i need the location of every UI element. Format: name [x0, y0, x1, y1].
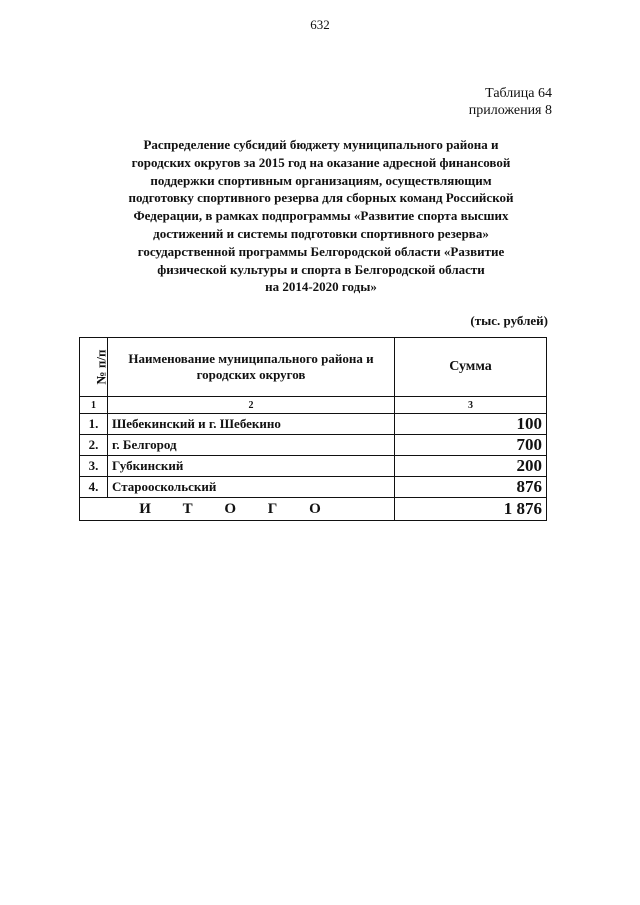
row-sum: 200 [395, 456, 547, 477]
table-row [80, 456, 547, 477]
column-index: 3 [395, 397, 547, 414]
header-name: Наименование муниципального района и городских округов [108, 338, 395, 397]
units-label: (тыс. рублей) [470, 313, 548, 328]
table-header-row [80, 338, 547, 397]
header-num-label: № п/п [93, 349, 109, 385]
row-sum: 100 [395, 414, 547, 435]
row-name: Старооскольский [108, 477, 395, 498]
row-number: 1. [80, 414, 108, 435]
table-reference-line2: приложения 8 [468, 103, 552, 118]
document-title [88, 136, 554, 296]
row-number: 2. [80, 435, 108, 456]
page-number: 632 [310, 17, 330, 32]
row-sum: 700 [395, 435, 547, 456]
title-line: подготовку спортивного резерва для сборных команд Российской [128, 190, 514, 206]
subsidy-table [79, 337, 547, 521]
row-sum: 876 [395, 477, 547, 498]
table-row [80, 477, 547, 498]
row-number: 4. [80, 477, 108, 498]
header-sum: Сумма [395, 338, 547, 397]
title-line: достижений и системы подготовки спортивного резерва» [153, 225, 489, 241]
title-line: Распределение субсидий бюджету муниципального района и [143, 137, 499, 152]
column-index: 2 [108, 397, 395, 414]
title-line: Федерации, в рамках подпрограммы «Развитие спорта высших [133, 208, 509, 224]
row-name: г. Белгород [108, 435, 395, 456]
total-sum: 1 876 [395, 498, 547, 521]
table-row [80, 414, 547, 435]
row-number: 3. [80, 456, 108, 477]
header-num [80, 338, 108, 397]
title-line: поддержки спортивным организациям, осуществляющим [150, 172, 492, 188]
title-line: на 2014-2020 годы» [265, 279, 377, 295]
title-line: физической культуры и спорта в Белгородской области [157, 261, 485, 277]
total-row [80, 498, 547, 521]
row-name: Губкинский [108, 456, 395, 477]
table-reference [469, 85, 552, 119]
total-label: И Т О Г О [80, 498, 395, 521]
row-name: Шебекинский и г. Шебекино [108, 414, 395, 435]
title-line: городских округов за 2015 год на оказание адресной финансовой [131, 154, 511, 170]
column-index: 1 [80, 397, 108, 414]
column-index-row [80, 397, 547, 414]
title-line: государственной программы Белгородской области «Развитие [137, 243, 505, 259]
table-row [80, 435, 547, 456]
table-reference-line1: Таблица 64 [485, 86, 552, 101]
